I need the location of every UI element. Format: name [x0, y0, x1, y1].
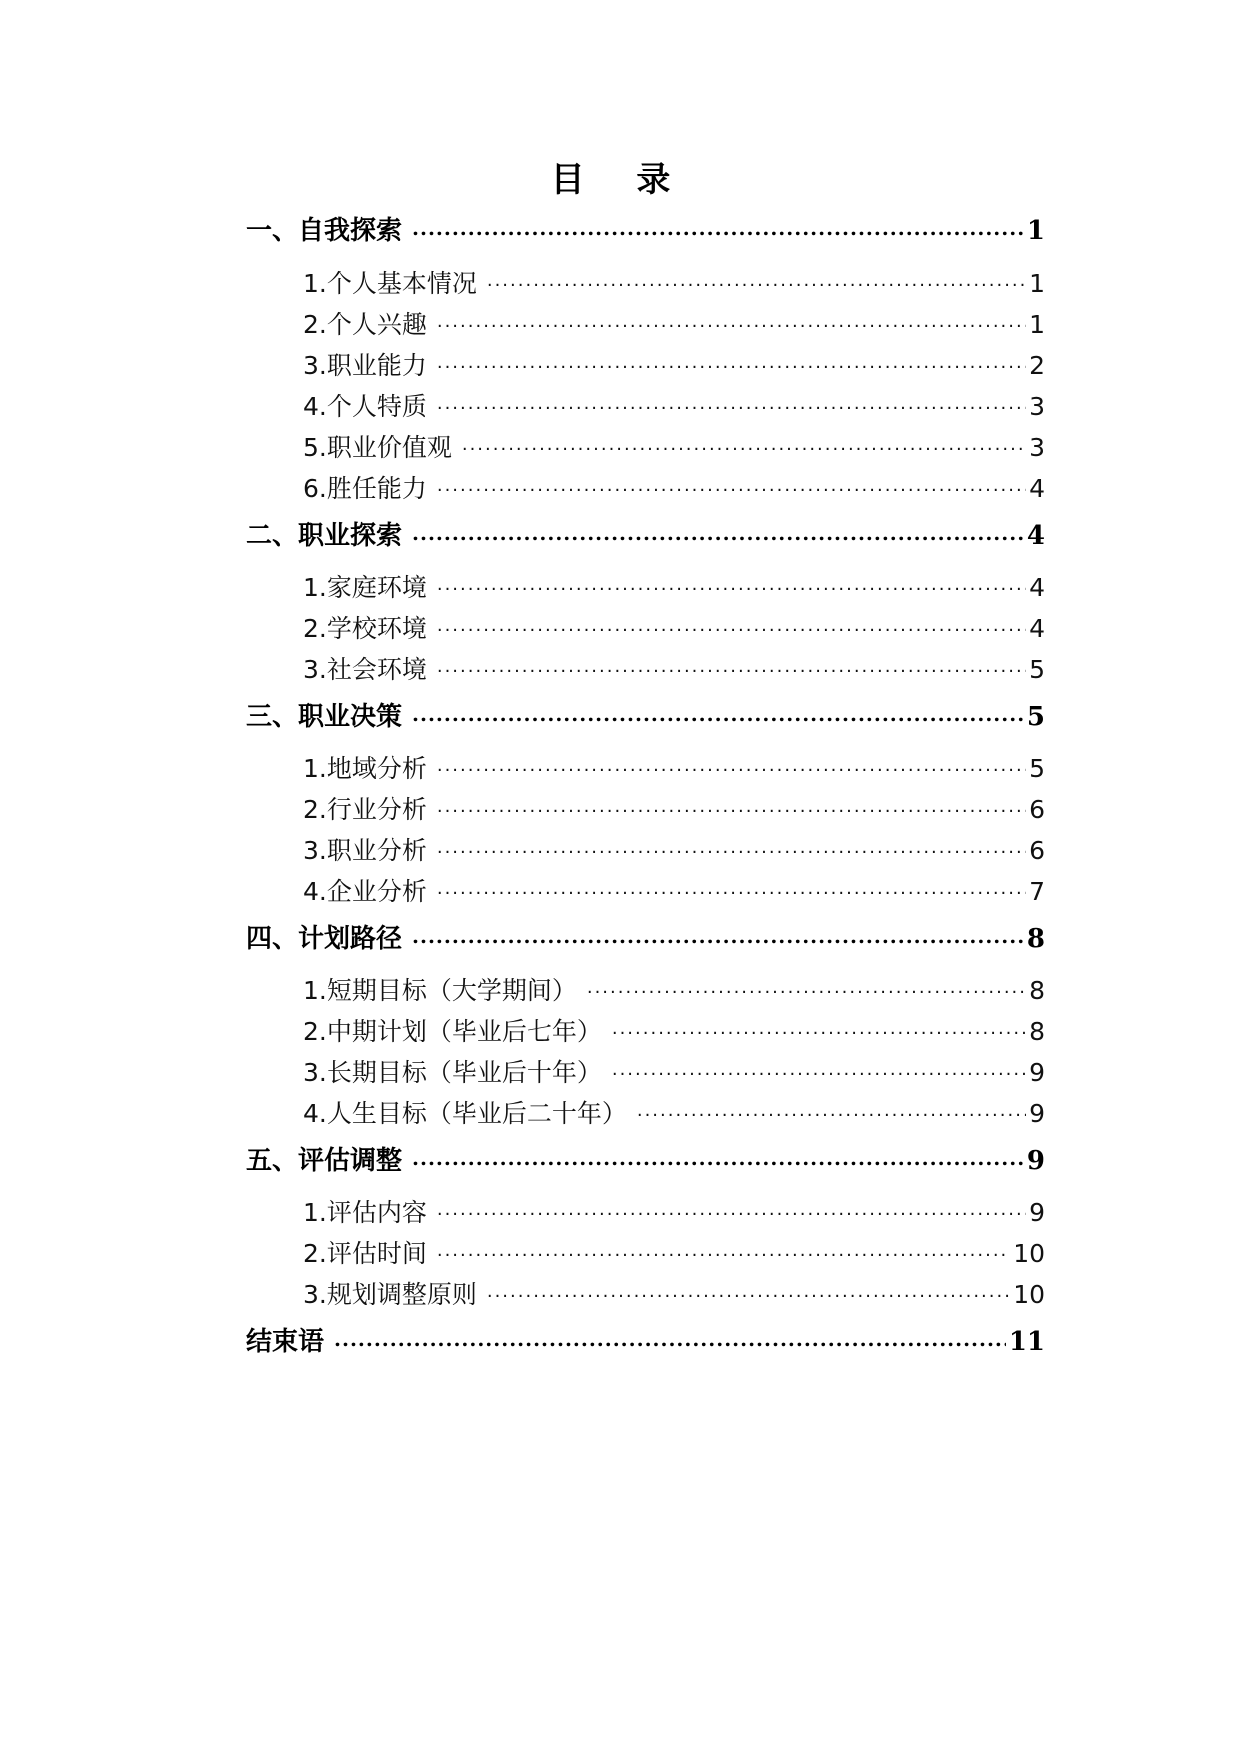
dot-leader	[637, 1088, 1026, 1122]
toc-entry-page-number: 9	[1029, 1099, 1045, 1128]
toc-entry-subsection[interactable]	[303, 463, 1045, 503]
toc-entry-label: 3.规划调整原则	[303, 1280, 477, 1309]
dot-leader	[487, 1269, 1010, 1303]
toc-entry-label: 3.职业能力	[303, 351, 427, 380]
dot-leader	[437, 825, 1026, 859]
toc-entry-label: 2.学校环境	[303, 614, 427, 643]
toc-entry-page-number: 6	[1029, 836, 1045, 865]
toc-entry-page-number: 1	[1029, 310, 1045, 339]
toc-entry-label: 三、职业决策	[246, 702, 403, 732]
toc-entry-label: 四、计划路径	[246, 924, 403, 954]
toc-entry-label: 五、评估调整	[246, 1146, 403, 1176]
toc-entry-subsection[interactable]	[303, 422, 1045, 462]
toc-entry-page-number: 10	[1013, 1239, 1045, 1268]
toc-entry-conclusion[interactable]	[246, 1316, 1045, 1357]
toc-entry-subsection[interactable]	[303, 866, 1045, 906]
toc-entry-page-number: 4	[1026, 521, 1045, 551]
toc-entry-label: 2.中期计划（毕业后七年）	[303, 1017, 602, 1046]
toc-entry-subsection[interactable]	[303, 340, 1045, 380]
dot-leader	[487, 258, 1026, 292]
toc-entry-subsection[interactable]	[303, 1088, 1045, 1128]
dot-leader	[334, 1316, 1006, 1350]
toc-entry-subsection[interactable]	[303, 603, 1045, 643]
toc-entry-label: 2.评估时间	[303, 1239, 427, 1268]
dot-leader	[612, 1047, 1026, 1081]
toc-entry-page-number: 10	[1013, 1280, 1045, 1309]
toc-entry-page-number: 9	[1029, 1198, 1045, 1227]
dot-leader	[437, 1187, 1026, 1221]
toc-entry-label: 1.评估内容	[303, 1198, 427, 1227]
toc-entry-label: 2.行业分析	[303, 795, 427, 824]
toc-entry-subsection[interactable]	[303, 1047, 1045, 1087]
toc-entry-label: 2.个人兴趣	[303, 310, 427, 339]
toc-entry-label: 3.社会环境	[303, 655, 427, 684]
toc-entry-page-number: 5	[1029, 754, 1045, 783]
toc-entry-page-number: 6	[1029, 795, 1045, 824]
toc-entry-subsection[interactable]	[303, 965, 1045, 1005]
dot-leader	[437, 784, 1026, 818]
toc-entry-page-number: 4	[1029, 474, 1045, 503]
toc-title: 目 录	[550, 160, 691, 200]
toc-entry-label: 4.企业分析	[303, 877, 427, 906]
toc-entry-subsection[interactable]	[303, 825, 1045, 865]
dot-leader	[587, 965, 1026, 999]
toc-entry-subsection[interactable]	[303, 381, 1045, 421]
toc-entry-subsection[interactable]	[303, 299, 1045, 339]
toc-entry-section-1[interactable]	[246, 205, 1045, 246]
toc-entry-page-number: 8	[1029, 1017, 1045, 1046]
toc-entry-page-number: 2	[1029, 351, 1045, 380]
dot-leader	[437, 1228, 1010, 1262]
toc-entry-page-number: 3	[1029, 392, 1045, 421]
toc-entry-page-number: 4	[1029, 614, 1045, 643]
toc-entry-section-2[interactable]	[246, 510, 1045, 551]
toc-entry-label: 1.个人基本情况	[303, 269, 477, 298]
toc-entry-page-number: 5	[1029, 655, 1045, 684]
toc-entry-subsection[interactable]	[303, 1269, 1045, 1309]
dot-leader	[612, 1006, 1026, 1040]
dot-leader	[437, 644, 1026, 678]
toc-entry-label: 1.短期目标（大学期间）	[303, 976, 577, 1005]
toc-entry-page-number: 3	[1029, 433, 1045, 462]
toc-entry-label: 一、自我探索	[246, 216, 403, 246]
toc-entry-subsection[interactable]	[303, 258, 1045, 298]
toc-entry-page-number: 11	[1008, 1327, 1045, 1357]
dot-leader	[412, 913, 1024, 947]
toc-entry-page-number: 5	[1026, 702, 1045, 732]
toc-entry-subsection[interactable]	[303, 1228, 1045, 1268]
toc-entry-label: 二、职业探索	[246, 521, 403, 551]
toc-entry-label: 5.职业价值观	[303, 433, 452, 462]
toc-entry-subsection[interactable]	[303, 743, 1045, 783]
toc-entry-label: 4.个人特质	[303, 392, 427, 421]
toc-entry-label: 1.家庭环境	[303, 573, 427, 602]
toc-entry-subsection[interactable]	[303, 784, 1045, 824]
dot-leader	[437, 299, 1026, 333]
dot-leader	[437, 340, 1026, 374]
toc-entry-subsection[interactable]	[303, 644, 1045, 684]
toc-entry-page-number: 9	[1029, 1058, 1045, 1087]
toc-entry-page-number: 4	[1029, 573, 1045, 602]
toc-entry-subsection[interactable]	[303, 1006, 1045, 1046]
toc-entry-section-5[interactable]	[246, 1135, 1045, 1176]
toc-entry-label: 1.地域分析	[303, 754, 427, 783]
dot-leader	[462, 422, 1026, 456]
toc-entry-page-number: 8	[1029, 976, 1045, 1005]
dot-leader	[437, 866, 1026, 900]
dot-leader	[437, 743, 1026, 777]
toc-entry-page-number: 7	[1029, 877, 1045, 906]
dot-leader	[412, 1135, 1024, 1169]
toc-entry-section-3[interactable]	[246, 691, 1045, 732]
toc-entry-page-number: 8	[1026, 924, 1045, 954]
dot-leader	[437, 603, 1026, 637]
toc-entry-label: 3.职业分析	[303, 836, 427, 865]
toc-entry-label: 3.长期目标（毕业后十年）	[303, 1058, 602, 1087]
dot-leader	[412, 205, 1024, 239]
toc-entry-section-4[interactable]	[246, 913, 1045, 954]
dot-leader	[412, 510, 1024, 544]
toc-entry-subsection[interactable]	[303, 1187, 1045, 1227]
dot-leader	[437, 463, 1026, 497]
toc-entry-label: 结束语	[246, 1327, 325, 1357]
toc-entry-subsection[interactable]	[303, 562, 1045, 602]
dot-leader	[437, 381, 1026, 415]
dot-leader	[437, 562, 1026, 596]
dot-leader	[412, 691, 1024, 725]
toc-entry-label: 6.胜任能力	[303, 474, 427, 503]
toc-entry-page-number: 1	[1029, 269, 1045, 298]
toc-entry-page-number: 1	[1026, 216, 1045, 246]
toc-entry-label: 4.人生目标（毕业后二十年）	[303, 1099, 627, 1128]
toc-entry-page-number: 9	[1026, 1146, 1045, 1176]
